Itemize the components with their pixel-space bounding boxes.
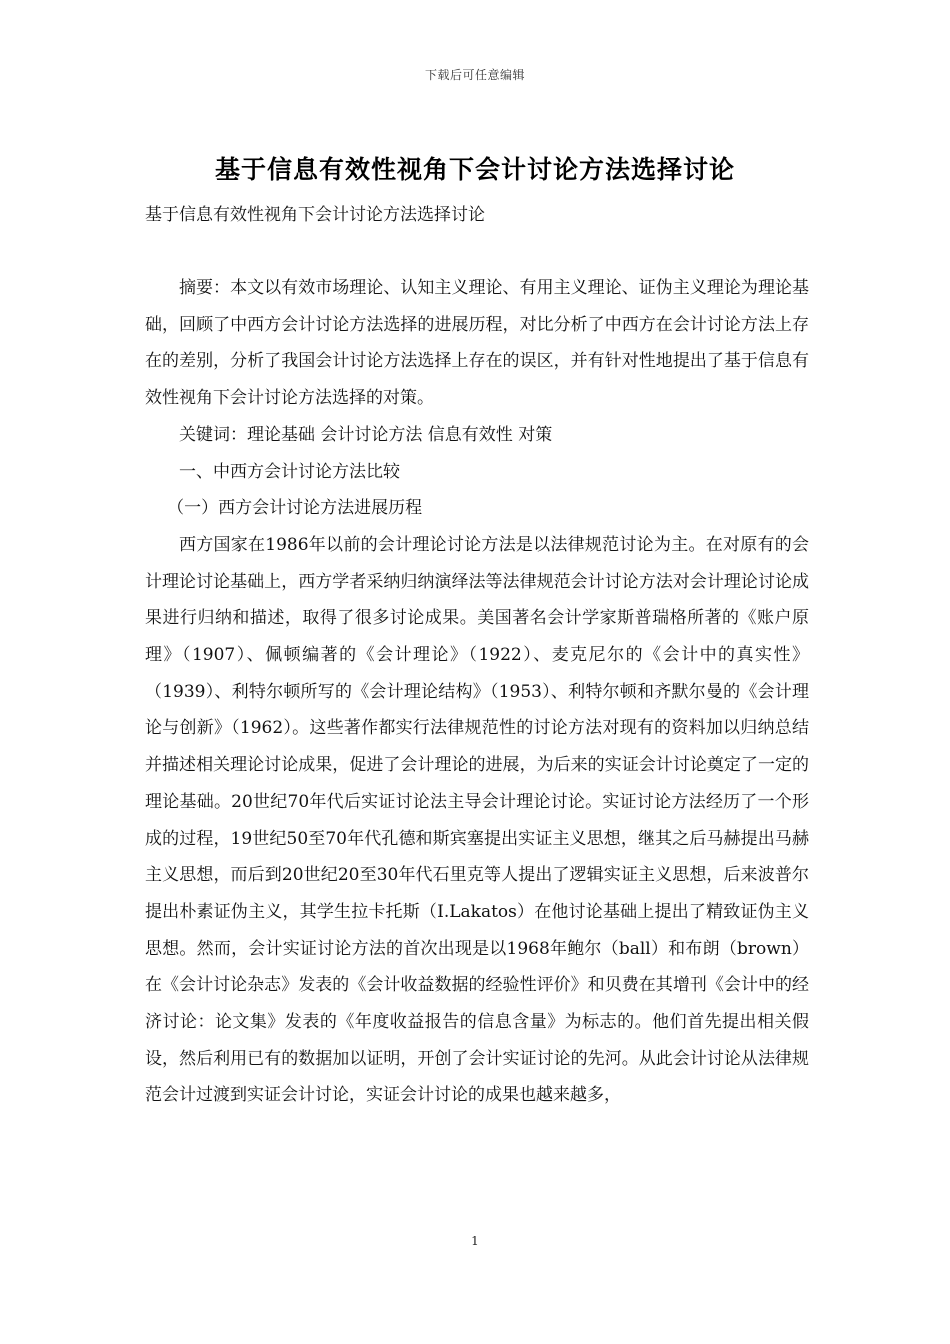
- document-body: [145, 270, 809, 1114]
- body-paragraph: 西方国家在1986年以前的会计理论讨论方法是以法律规范讨论为主。在对原有的会计理论讨论基础上，西方学者采纳归纳演绎法等法律规范会计讨论方法对会计理论讨论成果进行归纳和描述，取得了很多讨论成果。美国著名会计学家斯普瑞格所著的《账户原理》（1907）、佩顿编著的《会计理论》（1922）、麦克尼尔的《会计中的真实性》（1939）、利特尔顿所写的《会计理论结构》（1953）、利特尔顿和齐默尔曼的《会计理论与创新》（1962）。这些著作都实行法律规范性的讨论方法对现有的资料加以归纳总结并描述相关理论讨论成果，促进了会计理论的进展，为后来的实证会计讨论奠定了一定的理论基础。20世纪70年代后实证讨论法主导会计理论讨论。实证讨论方法经历了一个形成的过程，19世纪50至70年代孔德和斯宾塞提出实证主义思想，继其之后马赫提出马赫主义思想，而后到20世纪20至30年代石里克等人提出了逻辑实证主义思想，后来波普尔提出朴素证伪主义，其学生拉卡托斯（I.Lakatos）在他讨论基础上提出了精致证伪主义思想。然而，会计实证讨论方法的首次出现是以1968年鲍尔（ball）和布朗（brown）在《会计讨论杂志》发表的《会计收益数据的经验性评价》和贝费在其增刊《会计中的经济讨论：论文集》发表的《年度收益报告的信息含量》为标志的。他们首先提出相关假设，然后利用已有的数据加以证明，开创了会计实证讨论的先河。从此会计讨论从法律规范会计过渡到实证会计讨论，实证会计讨论的成果也越来越多，: [145, 534, 809, 1106]
- section-heading: 一、中西方会计讨论方法比较: [179, 461, 400, 482]
- abstract-paragraph: 摘要：本文以有效市场理论、认知主义理论、有用主义理论、证伪主义理论为理论基础，回顾了中西方会计讨论方法选择的进展历程，对比分析了中西方在会计讨论方法上存在的差别，分析了我国会计讨论方法选择上存在的误区，并有针对性地提出了基于信息有效性视角下会计讨论方法选择的对策。: [145, 278, 809, 409]
- document-subtitle: 基于信息有效性视角下会计讨论方法选择讨论: [145, 205, 485, 225]
- subsection-heading: （一）西方会计讨论方法进展历程: [167, 498, 423, 519]
- header-note: 下载后可任意编辑: [424, 68, 525, 82]
- page-number: 1: [471, 1234, 479, 1248]
- keywords-line: 关键词：理论基础 会计讨论方法 信息有效性 对策: [179, 424, 553, 445]
- document-title: 基于信息有效性视角下会计讨论方法选择讨论: [214, 155, 735, 184]
